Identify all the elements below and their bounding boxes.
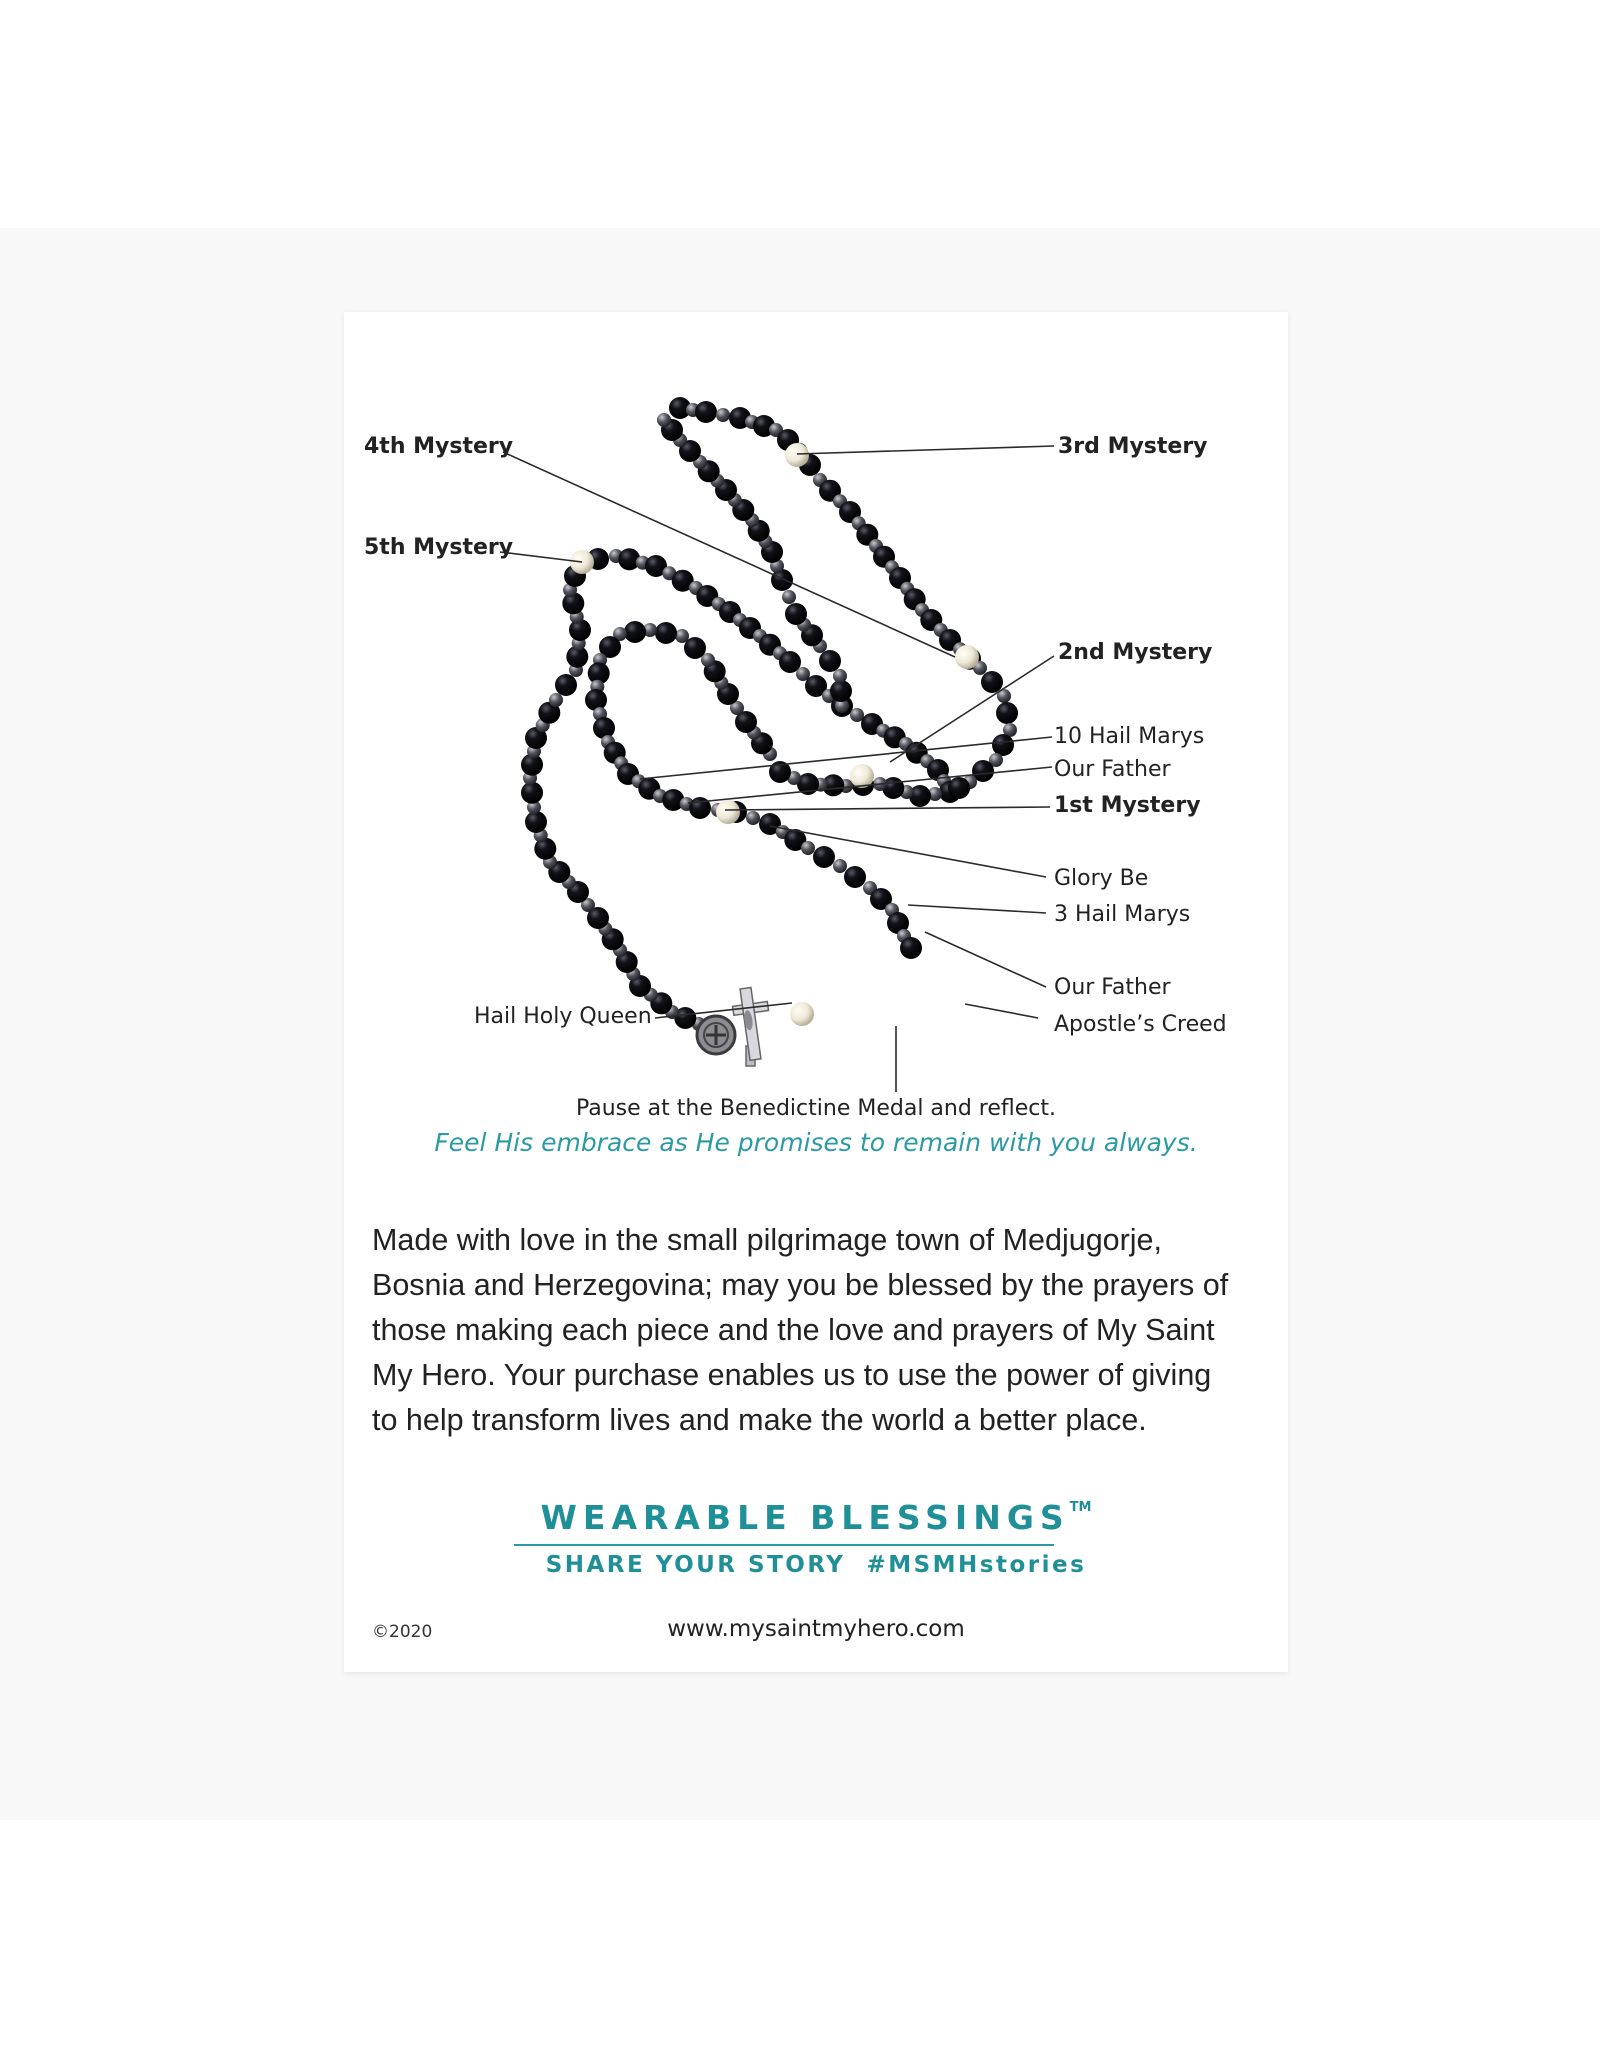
tagline: Feel His embrace as He promises to remain with you always. [434, 1128, 1198, 1157]
label-2nd-mystery: 2nd Mystery [1058, 640, 1213, 665]
brand-name [344, 1498, 1288, 1537]
crystal-bead [981, 671, 1003, 693]
hematite-bead [801, 841, 815, 855]
label-our-father-2: Our Father [1054, 975, 1171, 1000]
copyright: ©2020 [372, 1622, 433, 1642]
pearl-bead [790, 1002, 814, 1026]
leader-3-hail-marys [908, 905, 1046, 913]
crystal-bead [593, 717, 615, 739]
leader-our-father-2 [925, 932, 1046, 987]
pearl-bead [785, 443, 809, 467]
label-3-hail-marys: 3 Hail Marys [1054, 902, 1191, 927]
crystal-bead [819, 650, 841, 672]
crystal-bead [695, 401, 717, 423]
label-1st-mystery: 1st Mystery [1054, 793, 1201, 818]
hematite-bead [657, 413, 671, 427]
leader-2nd-mystery [890, 656, 1054, 762]
crystal-bead [785, 603, 807, 625]
crystal-bead [585, 689, 607, 711]
pearl-bead [955, 645, 979, 669]
website-url: www.mysaintmyhero.com [667, 1616, 965, 1642]
label-glory-be: Glory Be [1054, 866, 1149, 891]
label-apostles-creed: Apostle’s Creed [1054, 1012, 1227, 1037]
crystal-bead [948, 777, 970, 799]
pearl-bead [716, 800, 740, 824]
crystal-bead [900, 937, 922, 959]
crystal-bead [521, 782, 543, 804]
label-3rd-mystery: 3rd Mystery [1058, 434, 1208, 459]
crystal-bead [996, 702, 1018, 724]
hematite-bead [716, 408, 730, 422]
crystal-bead [830, 680, 852, 702]
crystal-bead [844, 866, 866, 888]
pause-instruction: Pause at the Benedictine Medal and reflect. [575, 1096, 1057, 1121]
trademark-mark: TM [1069, 1500, 1092, 1515]
share-story: SHARE YOUR STORY #MSMHstories [545, 1552, 1087, 1578]
brand-name-text: WEARABLE BLESSINGS [540, 1498, 1070, 1537]
label-4th-mystery: 4th Mystery [364, 434, 514, 459]
rosary-pearls [570, 443, 979, 1026]
crystal-bead [813, 846, 835, 868]
label-our-father-1: Our Father [1054, 757, 1171, 782]
hematite-bead [833, 669, 847, 683]
crystal-bead [624, 621, 646, 643]
hematite-bead [746, 811, 760, 825]
crystal-bead [992, 734, 1014, 756]
crystal-bead [525, 811, 547, 833]
hematite-bead [675, 629, 689, 643]
description-paragraph: Made with love in the small pilgrimage town of Medjugorje, Bosnia and Herzegovina; may you be blessed by the prayers of those making each piece and the love and prayers of My Saint My Hero. Your purchase enables us to use the power of giving to help transform lives and make the world a better place. [372, 1223, 1229, 1437]
crystal-bead [655, 622, 677, 644]
label-10-hail-marys: 10 Hail Marys [1054, 724, 1205, 749]
leader-3rd-mystery [797, 446, 1054, 454]
leader-apostles-creed [965, 1004, 1038, 1018]
label-hail-holy-queen: Hail Holy Queen [474, 1004, 652, 1029]
brand-divider [514, 1544, 1054, 1546]
leader-1st-mystery [725, 807, 1050, 810]
hematite-bead [549, 693, 563, 707]
crucifix [733, 988, 769, 1066]
benedictine-medal [697, 1016, 735, 1054]
label-5th-mystery: 5th Mystery [364, 535, 514, 560]
hematite-bead [833, 859, 847, 873]
hematite-bead [782, 590, 796, 604]
crystal-bead [555, 674, 577, 696]
